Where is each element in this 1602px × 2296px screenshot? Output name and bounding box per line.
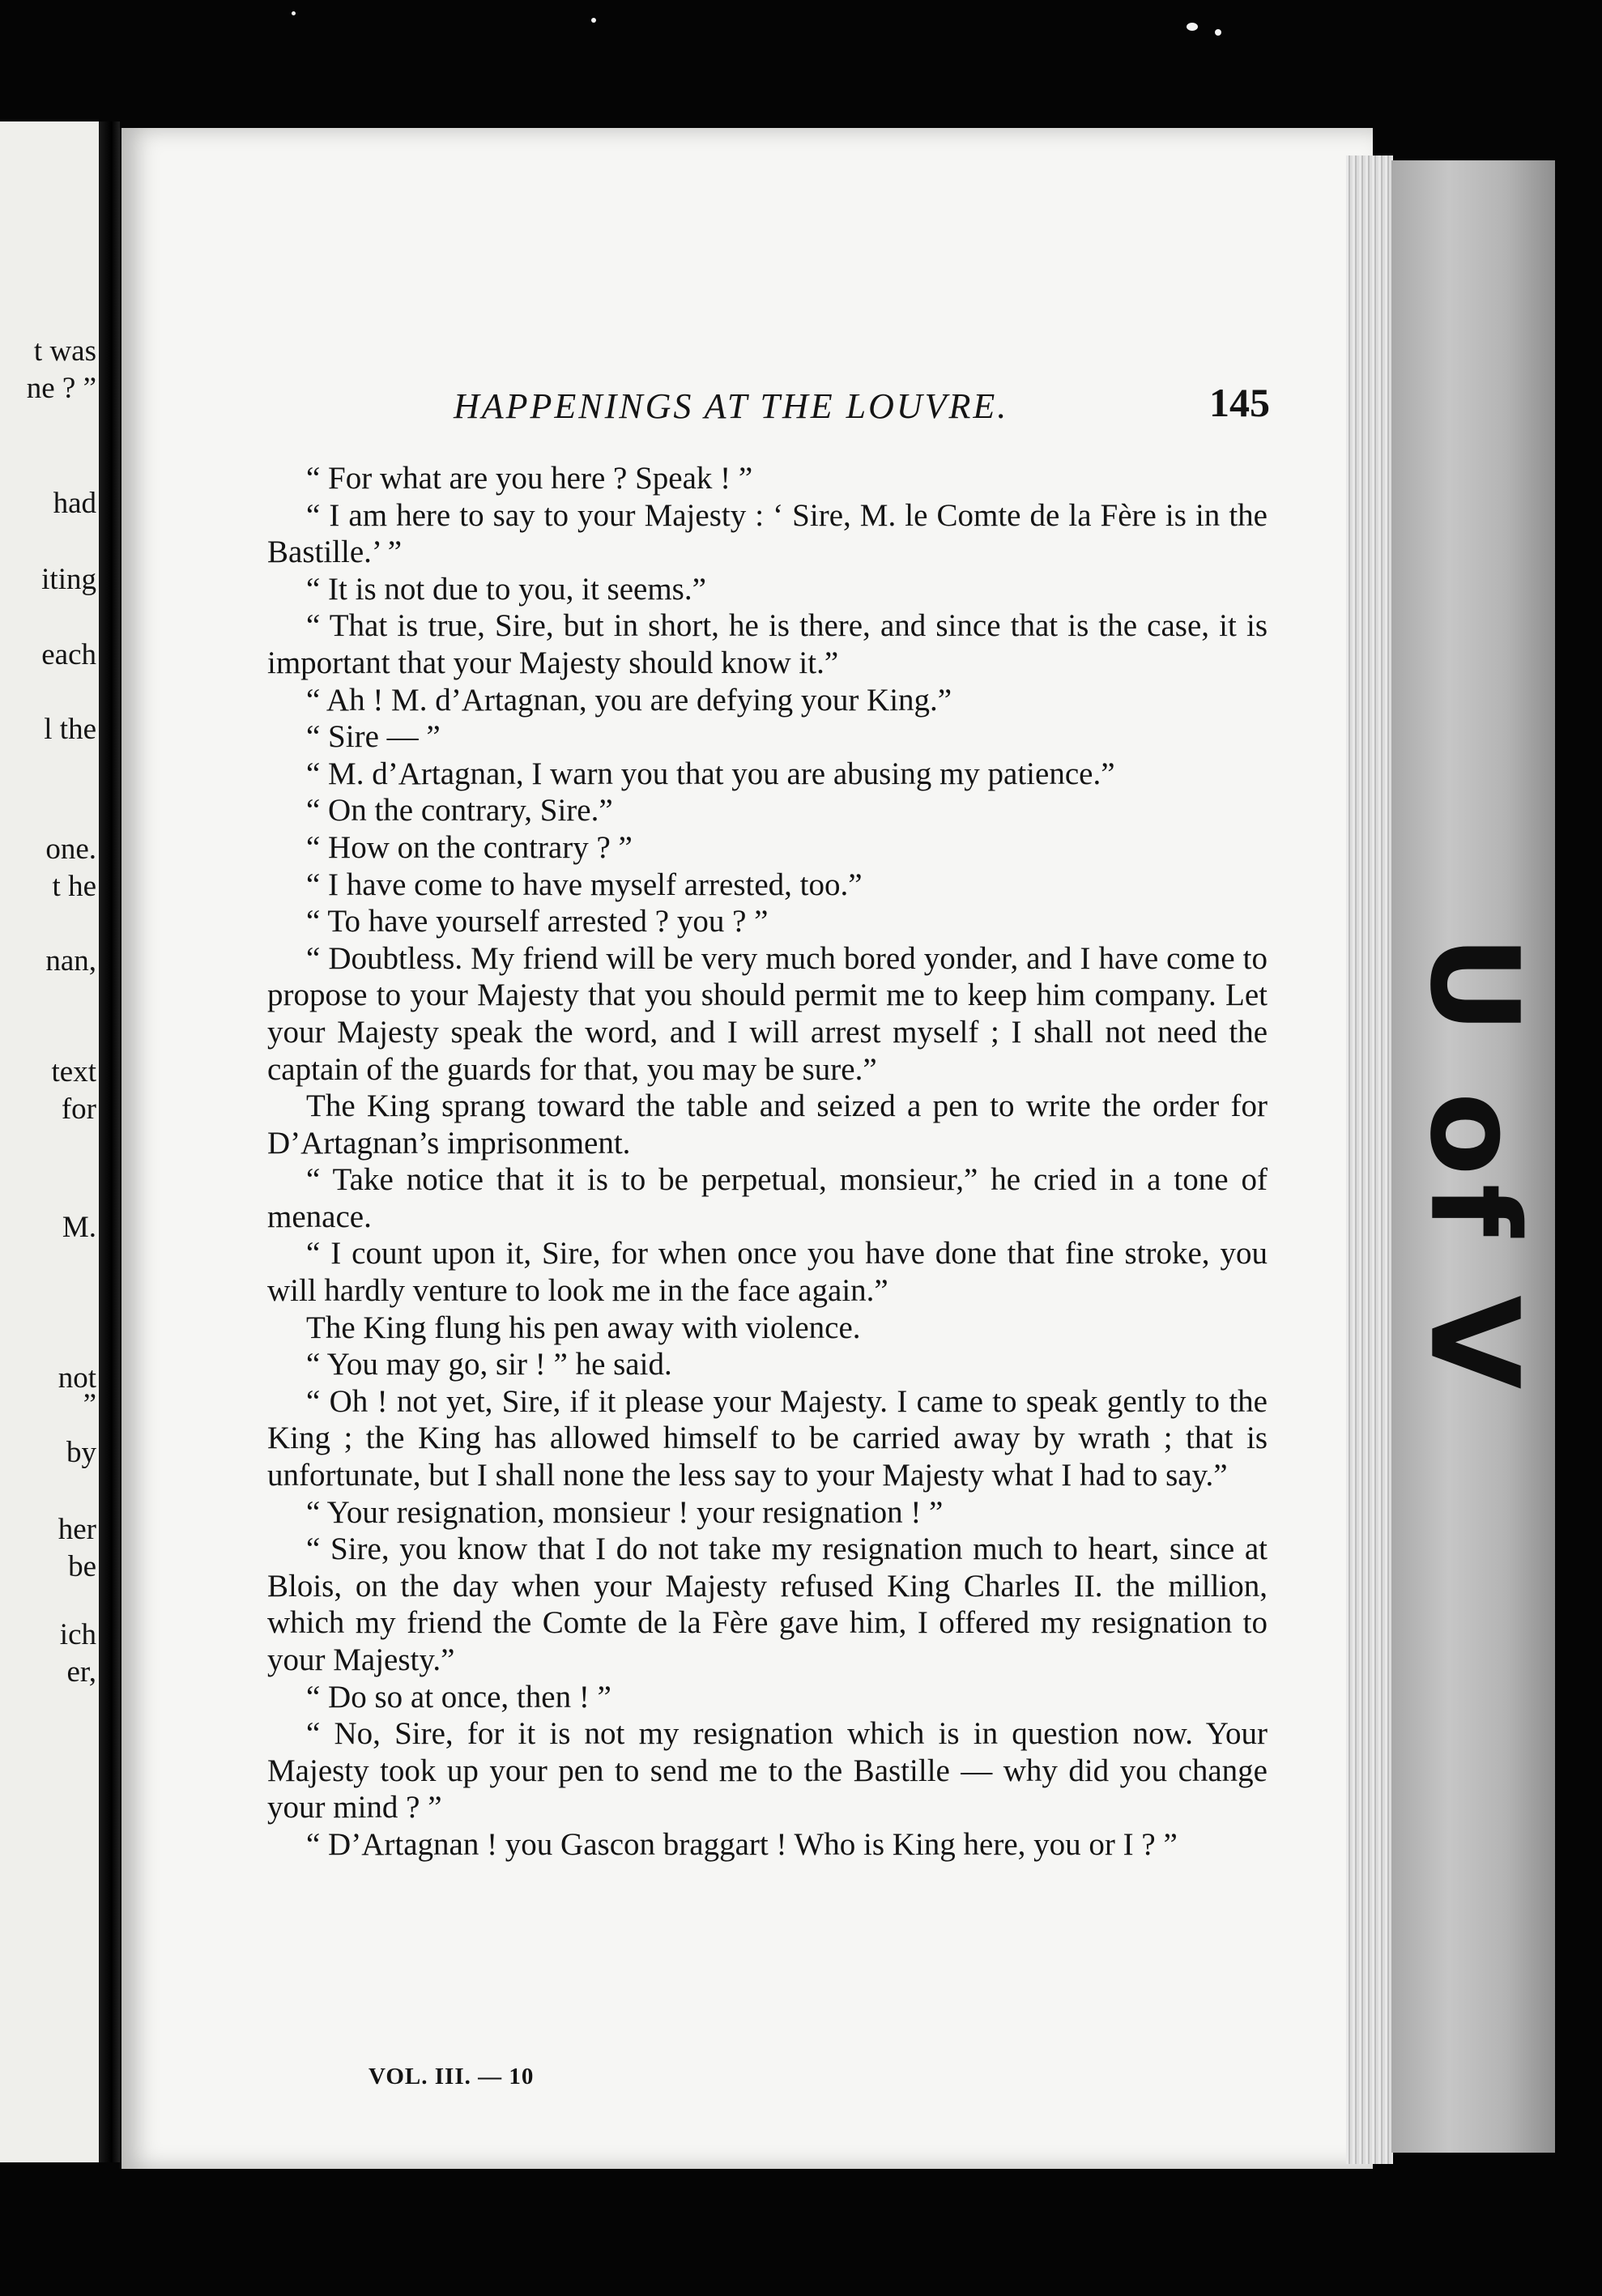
paragraph: The King flung his pen away with violence. (306, 1310, 861, 1345)
page-edges (1346, 155, 1393, 2164)
paragraph: “ I have come to have myself arrested, too.” (306, 867, 863, 902)
facing-page-line: l the (44, 713, 96, 746)
film-speck (1187, 23, 1198, 31)
paragraph: “ For what are you here ? Speak ! ” (306, 461, 753, 496)
facing-page-line: M. (62, 1211, 96, 1244)
facing-page-line: each (41, 638, 96, 671)
facing-page-line: ne ? ” (26, 372, 96, 405)
facing-page-line: had (53, 487, 96, 520)
book-page (121, 128, 1373, 2169)
paragraph: “ Ah ! M. d’Artagnan, you are defying your King.” (306, 682, 952, 718)
page-number: 145 (1209, 380, 1270, 425)
paragraph: “ That is true, Sire, but in short, he is there, and since that is the case, it is important that your Majesty should know it.” (267, 608, 1268, 680)
paragraph: “ You may go, sir ! ” he said. (306, 1347, 672, 1382)
paragraph: “ Take notice that it is to be perpetual, monsieur,” he cried in a tone of menace. (267, 1162, 1268, 1234)
facing-page-line: iting (41, 563, 96, 596)
paragraph: “ Do so at once, then ! ” (306, 1679, 611, 1715)
facing-page-line: not (58, 1361, 96, 1395)
film-speck (1215, 29, 1221, 36)
paragraph: “ D’Artagnan ! you Gascon braggart ! Who is King here, you or I ? ” (306, 1826, 1178, 1862)
paragraph: “ Sire, you know that I do not take my resignation much to heart, since at Blois, on the day when your Majesty refused King Charles II. the million, which my friend the Comte de la Fère gave him, I offered my resignation to your Majesty.” (267, 1531, 1268, 1677)
facing-page-line: er, (66, 1655, 96, 1689)
facing-page-line: ich (59, 1618, 96, 1651)
facing-page (0, 121, 101, 2162)
running-head: HAPPENINGS AT THE LOUVRE. (454, 386, 1009, 426)
volume-signature: VOL. III. — 10 (369, 2064, 535, 2089)
facing-page-line: t he (52, 870, 96, 903)
body-text (267, 460, 1268, 1864)
paragraph: “ How on the contrary ? ” (306, 829, 633, 865)
book-gutter (99, 121, 120, 2162)
facing-page-line: be (68, 1550, 96, 1583)
facing-page-line: by (66, 1436, 96, 1469)
paragraph: “ I count upon it, Sire, for when once you have done that fine stroke, you will hardly venture to look me in the face again.” (267, 1236, 1268, 1309)
paragraph: “ Doubtless. My friend will be very much bored yonder, and I have come to propose to your Majesty that you should permit me to keep him company. Let your Majesty speak the word, and I will arrest myself ; I shall not need the captain of the guards for that, you may be sure.” (267, 940, 1268, 1087)
paragraph: “ M. d’Artagnan, I warn you that you are abusing my patience.” (306, 756, 1115, 791)
facing-page-line: one. (45, 833, 96, 866)
paragraph: “ It is not due to you, it seems.” (306, 571, 706, 607)
facing-page-line: nan, (45, 944, 96, 978)
paragraph: “ Sire — ” (306, 719, 441, 755)
paragraph: “ To have yourself arrested ? you ? ” (306, 904, 769, 939)
facing-page-line: for (61, 1093, 96, 1126)
paragraph: “ No, Sire, for it is not my resignation which is in question now. Your Majesty took up your pen to send me to the Bastille — why did you change your mind ? ” (267, 1716, 1268, 1825)
film-speck (591, 18, 596, 23)
paragraph: The King sprang toward the table and seized a pen to write the order for D’Artagnan’s imprisonment. (267, 1088, 1268, 1161)
facing-page-line: t was (33, 334, 96, 368)
film-speck (292, 11, 296, 15)
paragraph: “ I am here to say to your Majesty : ‘ Sire, M. le Comte de la Fère is in the Bastille.’ ” (267, 497, 1268, 570)
facing-page-line: text (51, 1055, 96, 1088)
library-stamp-text: U of V (1403, 935, 1544, 1398)
paragraph: “ On the contrary, Sire.” (306, 793, 613, 829)
facing-page-line: ” (83, 1388, 96, 1421)
paragraph: “ Your resignation, monsieur ! your resignation ! ” (306, 1494, 944, 1530)
library-stamp (1391, 935, 1555, 1398)
facing-page-line: her (58, 1513, 96, 1546)
paragraph: “ Oh ! not yet, Sire, if it please your Majesty. I came to speak gently to the King ; the King has allowed himself to be carried away by wrath ; that is unfortunate, but I shall none the less say to your Majesty what I had to say.” (267, 1383, 1268, 1493)
